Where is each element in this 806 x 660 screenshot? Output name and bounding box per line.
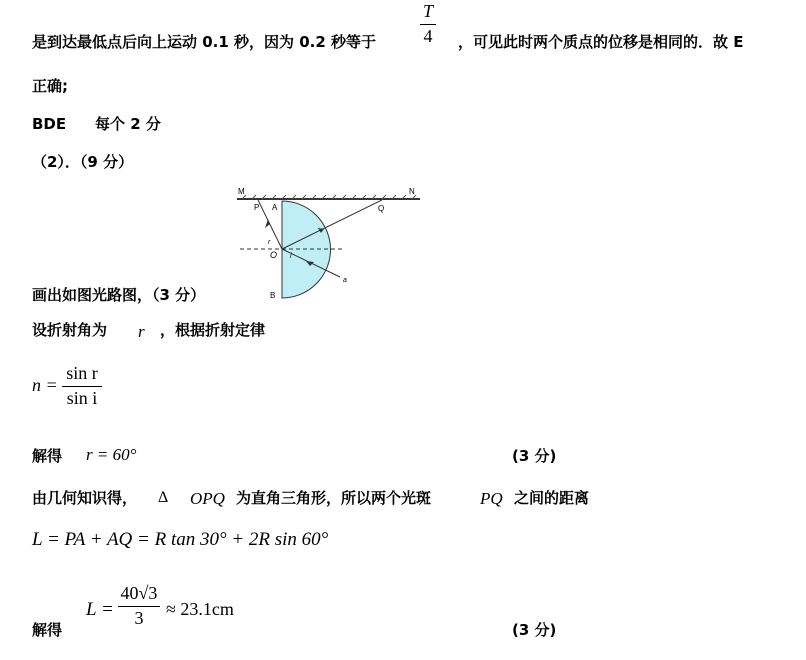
label-p: P bbox=[254, 203, 260, 212]
label-n: N bbox=[409, 187, 415, 196]
text-line-1a: 是到达最低点后向上运动 0.1 秒，因为 0.2 秒等于 bbox=[32, 33, 377, 51]
text-line-8a: 由几何知识得， bbox=[32, 489, 138, 507]
answer-letters: BDE bbox=[32, 115, 67, 133]
label-i: i bbox=[290, 253, 292, 260]
label-m: M bbox=[238, 187, 245, 196]
eq3-rhs: ≈ 23.1cm bbox=[166, 599, 234, 619]
label-a-ray: a bbox=[343, 277, 347, 284]
optics-diagram bbox=[232, 184, 432, 304]
eq1-denominator: sin i bbox=[66, 387, 98, 408]
eq-r-60: r = 60° bbox=[86, 445, 137, 464]
triangle-symbol: Δ bbox=[158, 489, 169, 506]
answer-score: 每个 2 分 bbox=[95, 115, 161, 133]
text-line-2: 正确; bbox=[32, 77, 68, 95]
text-line-7: 解得 bbox=[32, 447, 63, 465]
label-o: O bbox=[270, 250, 278, 260]
eq3-denominator: 3 bbox=[134, 607, 144, 628]
fraction-t-over-4 bbox=[420, 2, 436, 47]
score-line-9: (3 分) bbox=[512, 621, 557, 639]
var-r: r bbox=[138, 322, 145, 341]
eq3-numerator: 40√3 bbox=[120, 583, 158, 603]
eq1-bar bbox=[62, 386, 102, 387]
text-line-8c: 之间的距离 bbox=[514, 489, 590, 507]
text-line-8b: 为直角三角形，所以两个光斑 bbox=[236, 489, 432, 507]
text-line-6b: ，根据折射定律 bbox=[160, 321, 266, 339]
triangle-opq: OPQ bbox=[190, 489, 225, 508]
eq3-bar bbox=[118, 606, 160, 607]
label-b: B bbox=[270, 291, 276, 300]
question-header: （2）．（9 分） bbox=[32, 153, 134, 171]
eq3-lhs: L = bbox=[86, 599, 114, 620]
eq3-fraction bbox=[118, 584, 160, 629]
label-r: r bbox=[268, 239, 271, 246]
label-q: Q bbox=[378, 204, 385, 213]
eq1-numerator: sin r bbox=[66, 363, 98, 383]
segment-pq: PQ bbox=[480, 489, 503, 508]
text-line-5: 画出如图光路图，（3 分） bbox=[32, 286, 206, 304]
text-line-6a: 设折射角为 bbox=[32, 321, 108, 339]
fraction-denominator: 4 bbox=[423, 25, 433, 46]
fraction-numerator: T bbox=[422, 1, 433, 21]
score-line-7: (3 分) bbox=[512, 447, 557, 465]
eq2-distance: L = PA + AQ = R tan 30° + 2R sin 60° bbox=[32, 529, 329, 550]
text-line-1b: ，可见此时两个质点的位移是相同的．故 E bbox=[458, 33, 744, 51]
fraction-bar bbox=[420, 24, 436, 25]
label-a: A bbox=[272, 203, 278, 212]
eq1-fraction bbox=[62, 364, 102, 409]
eq1-lhs: n = bbox=[32, 375, 58, 395]
text-line-9: 解得 bbox=[32, 621, 63, 639]
